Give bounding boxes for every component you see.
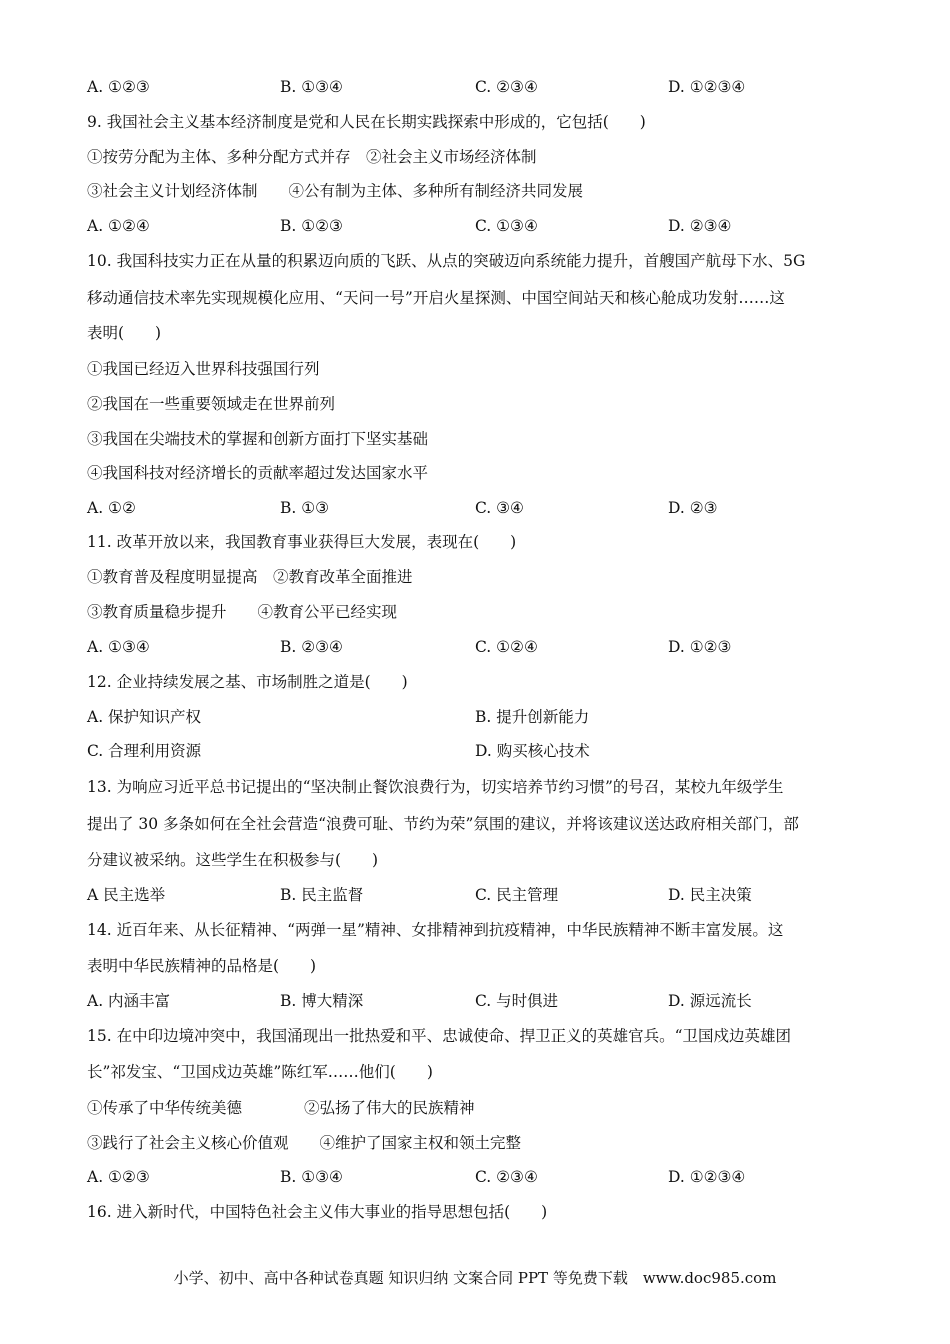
q9-stem: 9. 我国社会主义基本经济制度是党和人民在长期实践探索中形成的，它包括( ) [87,113,646,131]
q13-option-d: D. 民主决策 [668,886,752,904]
q11-item-2: ③教育质量稳步提升 ④教育公平已经实现 [87,603,398,621]
q9-item-1: ①按劳分配为主体、多种分配方式并存 ②社会主义市场经济体制 [87,148,537,166]
q15-option-c: C. ②③④ [475,1168,538,1186]
q13-option-a: A 民主选举 [87,886,166,904]
q10-item-3: ③我国在尖端技术的掌握和创新方面打下坚实基础 [87,430,429,448]
q10-stem-line-2: 移动通信技术率先实现规模化应用、“天问一号”开启火星探测、中国空间站天和核心舱成功发射……这 [87,289,785,307]
q10-option-d: D. ②③ [668,499,718,517]
q10-option-b: B. ①③ [280,499,330,517]
q14-stem-line-1: 14. 近百年来、从长征精神、“两弹一星”精神、女排精神到抗疫精神，中华民族精神不断丰富发展。这 [87,921,784,939]
q9-option-a: A. ①②④ [87,217,150,235]
q8-option-b: B. ①③④ [280,78,343,96]
q10-item-1: ①我国已经迈入世界科技强国行列 [87,360,320,378]
q15-option-a: A. ①②③ [87,1168,150,1186]
q10-stem-line-1: 10. 我国科技实力正在从量的积累迈向质的飞跃、从点的突破迈向系统能力提升，首艘国产航母下水、5G [87,252,806,270]
q11-stem: 11. 改革开放以来，我国教育事业获得巨大发展，表现在( ) [87,533,517,551]
q15-option-d: D. ①②③④ [668,1168,746,1186]
q8-option-c: C. ②③④ [475,78,538,96]
q15-item-1: ①传承了中华传统美德 ②弘扬了伟大的民族精神 [87,1099,475,1117]
q8-option-a: A. ①②③ [87,78,150,96]
q14-option-d: D. 源远流长 [668,992,752,1010]
q13-option-c: C. 民主管理 [475,886,559,904]
q12-option-d: D. 购买核心技术 [475,742,590,760]
q14-option-c: C. 与时俱进 [475,992,559,1010]
q14-stem-line-2: 表明中华民族精神的品格是( ) [87,957,317,975]
q15-item-2: ③践行了社会主义核心价值观 ④维护了国家主权和领土完整 [87,1134,522,1152]
page-footer: 小学、初中、高中各种试卷真题 知识归纳 文案合同 PPT 等免费下载 www.doc985.com [173,1269,777,1287]
q10-item-4: ④我国科技对经济增长的贡献率超过发达国家水平 [87,464,429,482]
q13-stem-line-2: 提出了 30 多条如何在全社会营造“浪费可耻、节约为荣”氛围的建议，并将该建议送达政府相关部门，部 [87,815,799,833]
q13-option-b: B. 民主监督 [280,886,364,904]
q10-option-c: C. ③④ [475,499,524,517]
q11-option-a: A. ①③④ [87,638,150,656]
q13-stem-line-3: 分建议被采纳。这些学生在积极参与( ) [87,851,379,869]
q11-item-1: ①教育普及程度明显提高 ②教育改革全面推进 [87,568,413,586]
q14-option-b: B. 博大精深 [280,992,364,1010]
q15-stem-line-2: 长”祁发宝、“卫国戍边英雄”陈红军……他们( ) [87,1063,433,1081]
q12-option-c: C. 合理利用资源 [87,742,202,760]
q9-option-b: B. ①②③ [280,217,343,235]
q10-option-a: A. ①② [87,499,136,517]
q15-option-b: B. ①③④ [280,1168,343,1186]
q11-option-b: B. ②③④ [280,638,343,656]
q11-option-d: D. ①②③ [668,638,732,656]
q13-stem-line-1: 13. 为响应习近平总书记提出的“坚决制止餐饮浪费行为，切实培养节约习惯”的号召，某校九年级学生 [87,778,784,796]
q12-stem: 12. 企业持续发展之基、市场制胜之道是( ) [87,673,408,691]
q9-option-d: D. ②③④ [668,217,732,235]
q9-option-c: C. ①③④ [475,217,538,235]
q10-stem-line-3: 表明( ) [87,324,162,342]
q9-item-2: ③社会主义计划经济体制 ④公有制为主体、多种所有制经济共同发展 [87,182,584,200]
q16-stem: 16. 进入新时代，中国特色社会主义伟大事业的指导思想包括( ) [87,1203,548,1221]
q10-item-2: ②我国在一些重要领域走在世界前列 [87,395,336,413]
q12-option-b: B. 提升创新能力 [475,708,590,726]
q12-option-a: A. 保护知识产权 [87,708,202,726]
q15-stem-line-1: 15. 在中印边境冲突中，我国涌现出一批热爱和平、忠诚使命、捍卫正义的英雄官兵。“卫国戍边英雄团 [87,1027,792,1045]
q8-option-d: D. ①②③④ [668,78,746,96]
q14-option-a: A. 内涵丰富 [87,992,171,1010]
q11-option-c: C. ①②④ [475,638,538,656]
